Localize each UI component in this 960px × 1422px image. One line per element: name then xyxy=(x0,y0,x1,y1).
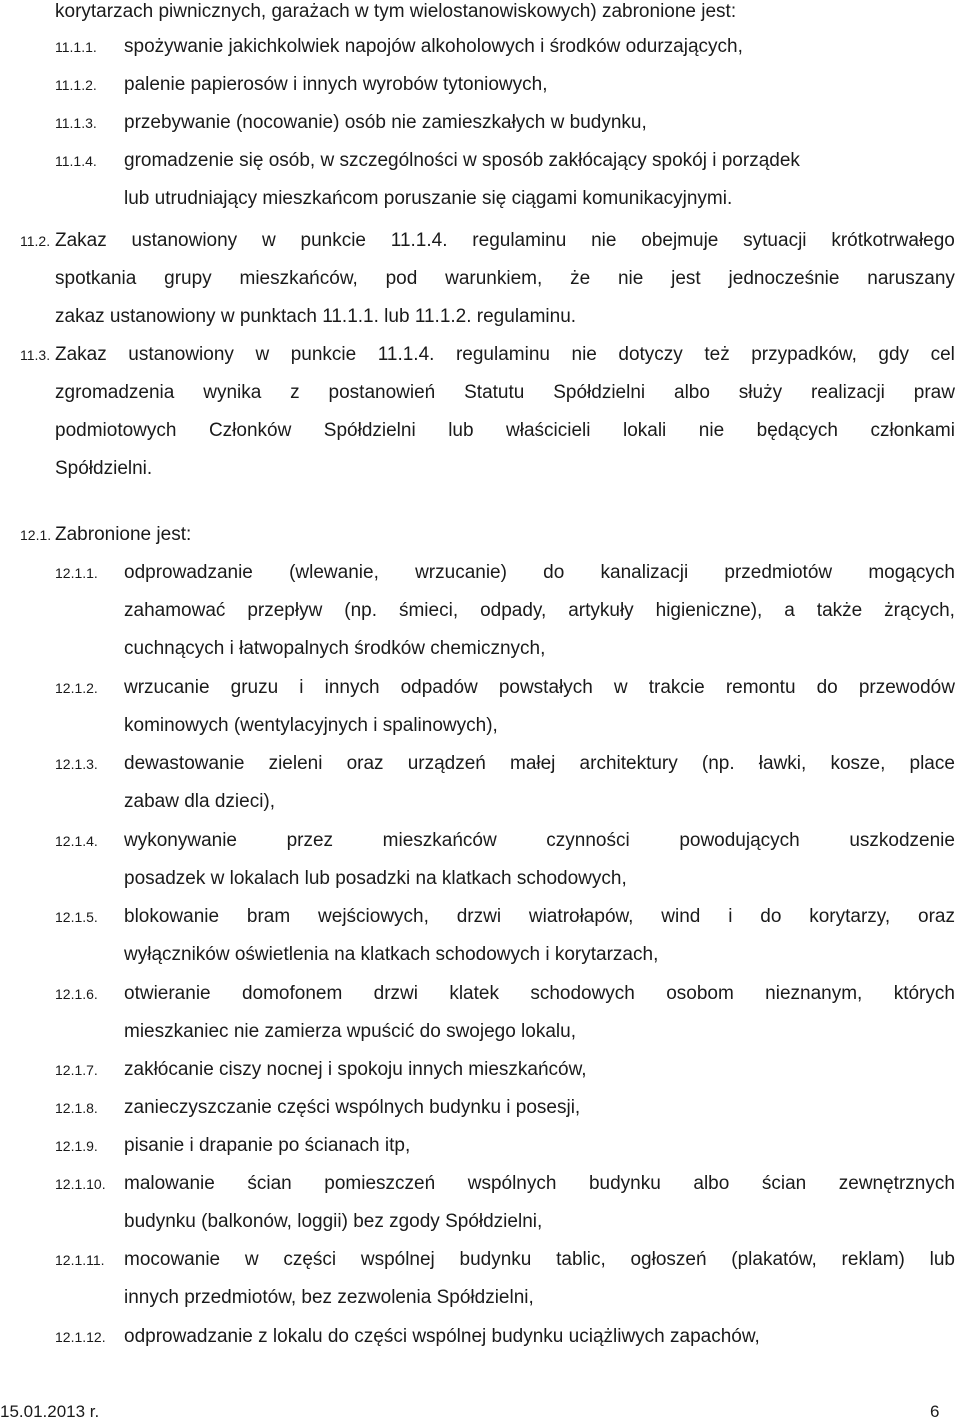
item-text-line: przebywanie (nocowanie) osób nie zamieszkałych w budynku, xyxy=(124,112,647,133)
item-text-line: lub utrudniający mieszkańcom poruszanie się ciągami komunikacyjnymi. xyxy=(124,188,733,209)
item-text-line: odprowadzanie z lokalu do części wspólnej budynku uciążliwych zapachów, xyxy=(124,1326,760,1347)
item-text-line: dewastowanie zieleni oraz urządzeń małej architektury (np. ławki, kosze, place xyxy=(124,753,955,774)
section-text-line: podmiotowych Członków Spółdzielni lub właścicieli lokali nie będących członkami xyxy=(55,420,955,441)
item-text-line: posadzek w lokalach lub posadzki na klatkach schodowych, xyxy=(124,868,627,889)
item-number: 11.1.2. xyxy=(55,77,97,93)
item-number: 11.1.4. xyxy=(55,153,97,169)
item-text-line: palenie papierosów i innych wyrobów tytoniowych, xyxy=(124,74,548,95)
item-text-line: wrzucanie gruzu i innych odpadów powstałych w trakcie remontu do przewodów xyxy=(124,677,955,698)
section-text-line: zakaz ustanowiony w punktach 11.1.1. lub 11.1.2. regulaminu. xyxy=(55,306,577,327)
item-text-line: gromadzenie się osób, w szczególności w sposób zakłócający spokój i porządek xyxy=(124,150,800,171)
item-text-line: odprowadzanie (wlewanie, wrzucanie) do kanalizacji przedmiotów mogących xyxy=(124,562,955,583)
item-number: 12.1.1. xyxy=(55,565,98,581)
item-text-line: zabaw dla dzieci), xyxy=(124,791,276,812)
section-number: 11.2. xyxy=(20,233,51,249)
page-number: 6 xyxy=(930,1402,940,1421)
section-number: 11.3. xyxy=(20,347,51,363)
item-number: 12.1.5. xyxy=(55,909,98,925)
item-text-line: otwieranie domofonem drzwi klatek schodowych osobom nieznanym, których xyxy=(124,983,955,1004)
item-text-line: kominowych (wentylacyjnych i spalinowych), xyxy=(124,715,498,736)
item-text-line: innych przedmiotów, bez zezwolenia Spółdzielni, xyxy=(124,1287,534,1308)
item-text-line: zakłócanie ciszy nocnej i spokoju innych mieszkańców, xyxy=(124,1059,587,1080)
item-text-line: zanieczyszczanie części wspólnych budynku i posesji, xyxy=(124,1097,581,1118)
item-number: 12.1.2. xyxy=(55,680,98,696)
section-text-line: Spółdzielni. xyxy=(55,458,153,479)
section-heading: Zabronione jest: xyxy=(55,524,192,545)
item-text-line: cuchnących i łatwopalnych środków chemicznych, xyxy=(124,638,546,659)
item-text-line: pisanie i drapanie po ścianach itp, xyxy=(124,1135,411,1156)
item-text-line: wyłączników oświetlenia na klatkach schodowych i korytarzach, xyxy=(124,944,659,965)
item-number: 12.1.6. xyxy=(55,986,98,1002)
item-text-line: zahamować przepływ (np. śmieci, odpady, artykuły higieniczne), a także żrących, xyxy=(124,600,955,621)
item-number: 11.1.3. xyxy=(55,115,97,131)
item-number: 12.1.3. xyxy=(55,756,98,772)
item-text-line: mieszkaniec nie zamierza wpuścić do swojego lokalu, xyxy=(124,1021,576,1042)
item-number: 11.1.1. xyxy=(55,39,97,55)
item-text-line: blokowanie bram wejściowych, drzwi wiatrołapów, wind i do korytarzy, oraz xyxy=(124,906,955,927)
item-number: 12.1.10. xyxy=(55,1176,106,1192)
section-text-line: Zakaz ustanowiony w punkcie 11.1.4. regulaminu nie obejmuje sytuacji krótkotrwałego xyxy=(55,230,955,251)
item-number: 12.1.7. xyxy=(55,1062,98,1078)
section-text-line: Zakaz ustanowiony w punkcie 11.1.4. regulaminu nie dotyczy też przypadków, gdy cel xyxy=(55,344,955,365)
item-text-line: spożywanie jakichkolwiek napojów alkoholowych i środków odurzających, xyxy=(124,36,743,57)
section-number: 12.1. xyxy=(20,527,52,543)
item-text-line: mocowanie w części wspólnej budynku tablic, ogłoszeń (plakatów, reklam) lub xyxy=(124,1249,955,1270)
item-number: 12.1.9. xyxy=(55,1138,98,1154)
item-number: 12.1.12. xyxy=(55,1329,106,1345)
item-text-line: malowanie ścian pomieszczeń wspólnych budynku albo ścian zewnętrznych xyxy=(124,1173,955,1194)
item-text-line: budynku (balkonów, loggii) bez zgody Spółdzielni, xyxy=(124,1211,543,1232)
item-text-line: wykonywanie przez mieszkańców czynności powodujących uszkodzenie xyxy=(124,830,955,851)
item-number: 12.1.4. xyxy=(55,833,98,849)
section-text-line: spotkania grupy mieszkańców, pod warunkiem, że nie jest jednocześnie naruszany xyxy=(55,268,955,289)
item-number: 12.1.11. xyxy=(55,1252,105,1268)
item-number: 12.1.8. xyxy=(55,1100,98,1116)
intro-text: korytarzach piwnicznych, garażach w tym wielostanowiskowych) zabronione jest: xyxy=(55,1,737,22)
footer-date: 15.01.2013 r. xyxy=(0,1402,100,1421)
section-text-line: zgromadzenia wynika z postanowień Statutu Spółdzielni albo służy realizacji praw xyxy=(55,382,955,403)
